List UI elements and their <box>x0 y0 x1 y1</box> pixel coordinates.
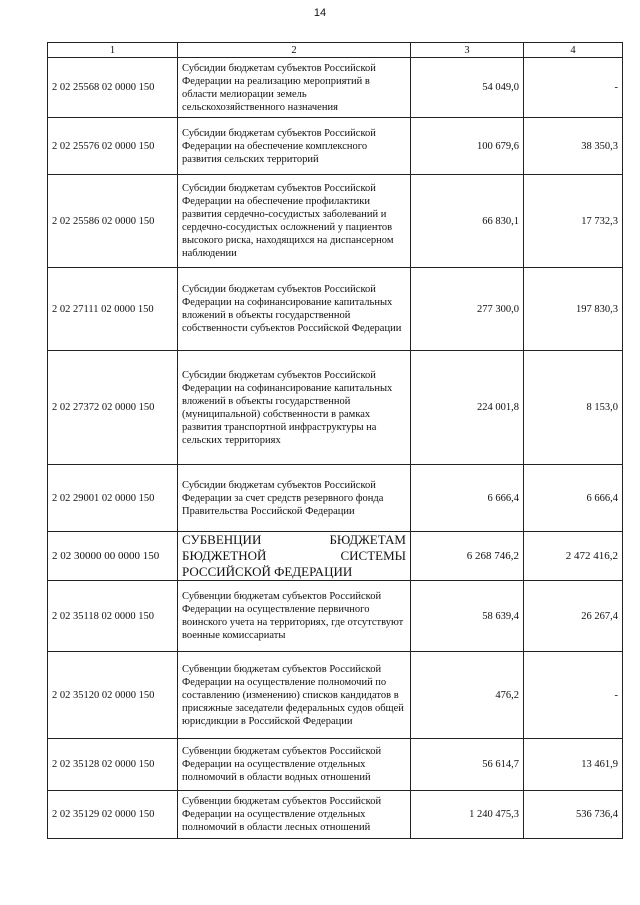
amount-col3: 1 240 475,3 <box>411 791 524 839</box>
item-name: Субсидии бюджетам субъектов Российской Федерации за счет средств резервного фонда Правительства Российской Федерации <box>178 465 411 532</box>
amount-col3: 56 614,7 <box>411 739 524 791</box>
budget-code: 2 02 35120 02 0000 150 <box>48 652 178 739</box>
table-row <box>48 465 623 532</box>
item-name: Субвенции бюджетам субъектов Российской Федерации на осуществление отдельных полномочий в области лесных отношений <box>178 791 411 839</box>
item-name: Субвенции бюджетам субъектов Российской Федерации на осуществление первичного воинского учета на территориях, где отсутствуют военные комиссариаты <box>178 581 411 652</box>
item-name: Субвенции бюджетам субъектов Российской Федерации на осуществление отдельных полномочий в области водных отношений <box>178 739 411 791</box>
amount-col4: 13 461,9 <box>524 739 623 791</box>
budget-table <box>47 42 623 839</box>
budget-code: 2 02 35129 02 0000 150 <box>48 791 178 839</box>
budget-code: 2 02 29001 02 0000 150 <box>48 465 178 532</box>
amount-col4: 17 732,3 <box>524 175 623 268</box>
amount-col4: 6 666,4 <box>524 465 623 532</box>
amount-col4: - <box>524 652 623 739</box>
table-row <box>48 58 623 118</box>
amount-col4: 536 736,4 <box>524 791 623 839</box>
item-name: Субвенции бюджетам субъектов Российской Федерации на осуществление полномочий по составлению (изменению) списков кандидатов в присяжные заседатели федеральных судов общей юрисдикции в Российской Федерации <box>178 652 411 739</box>
table-row <box>48 739 623 791</box>
budget-code: 2 02 27111 02 0000 150 <box>48 268 178 351</box>
amount-col4: 8 153,0 <box>524 351 623 465</box>
table-row <box>48 652 623 739</box>
amount-col3: 224 001,8 <box>411 351 524 465</box>
budget-code: 2 02 25568 02 0000 150 <box>48 58 178 118</box>
column-header-3: 3 <box>411 43 524 58</box>
item-name: Субсидии бюджетам субъектов Российской Федерации на обеспечение профилактики развития сердечно-сосудистых заболеваний и сердечно-сосудистых осложнений у пациентов высокого риска, находящихся на диспансерном наблюдении <box>178 175 411 268</box>
amount-col4: 26 267,4 <box>524 581 623 652</box>
item-name: Субсидии бюджетам субъектов Российской Федерации на обеспечение комплексного развития сельских территорий <box>178 118 411 175</box>
amount-col3: 476,2 <box>411 652 524 739</box>
item-name: Субсидии бюджетам субъектов Российской Федерации на реализацию мероприятий в области мелиорации земель сельскохозяйственного назначения <box>178 58 411 118</box>
table-row <box>48 791 623 839</box>
table-header-row <box>48 43 623 58</box>
item-name: Субсидии бюджетам субъектов Российской Федерации на софинансирование капитальных вложений в объекты государственной (муниципальной) собственности в рамках развития транспортной инфраструктуры на сельских территориях <box>178 351 411 465</box>
column-header-2: 2 <box>178 43 411 58</box>
amount-col3: 66 830,1 <box>411 175 524 268</box>
budget-code: 2 02 30000 00 0000 150 <box>48 532 178 581</box>
amount-col3: 6 268 746,2 <box>411 532 524 581</box>
amount-col3: 6 666,4 <box>411 465 524 532</box>
table-row <box>48 581 623 652</box>
budget-code: 2 02 35118 02 0000 150 <box>48 581 178 652</box>
item-name: СУБВЕНЦИИ БЮДЖЕТАМ БЮДЖЕТНОЙ СИСТЕМЫ РОССИЙСКОЙ ФЕДЕРАЦИИ <box>178 532 411 581</box>
column-header-1: 1 <box>48 43 178 58</box>
amount-col3: 100 679,6 <box>411 118 524 175</box>
table-row <box>48 175 623 268</box>
table-row <box>48 118 623 175</box>
budget-code: 2 02 27372 02 0000 150 <box>48 351 178 465</box>
amount-col4: 2 472 416,2 <box>524 532 623 581</box>
amount-col3: 54 049,0 <box>411 58 524 118</box>
table-row <box>48 351 623 465</box>
amount-col4: 197 830,3 <box>524 268 623 351</box>
budget-code: 2 02 25576 02 0000 150 <box>48 118 178 175</box>
column-header-4: 4 <box>524 43 623 58</box>
amount-col4: 38 350,3 <box>524 118 623 175</box>
budget-code: 2 02 25586 02 0000 150 <box>48 175 178 268</box>
page-number: 14 <box>313 7 327 19</box>
table-row <box>48 532 623 581</box>
amount-col3: 277 300,0 <box>411 268 524 351</box>
table-row <box>48 268 623 351</box>
item-name: Субсидии бюджетам субъектов Российской Федерации на софинансирование капитальных вложений в объекты государственной собственности субъектов Российской Федерации <box>178 268 411 351</box>
budget-code: 2 02 35128 02 0000 150 <box>48 739 178 791</box>
amount-col4: - <box>524 58 623 118</box>
amount-col3: 58 639,4 <box>411 581 524 652</box>
